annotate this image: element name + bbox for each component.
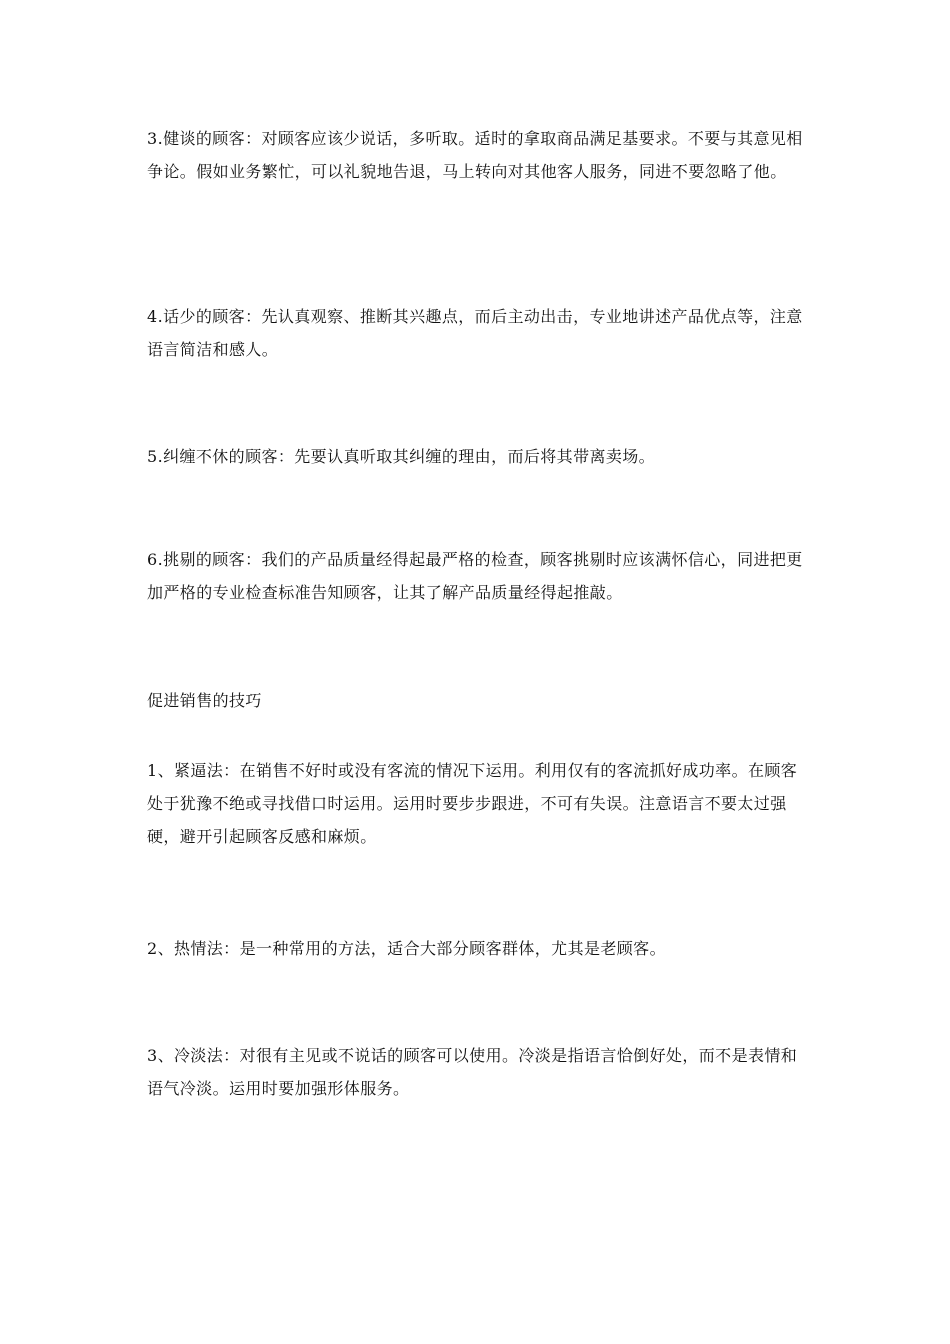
section-heading-sales-techniques: 促进销售的技巧 [147, 691, 262, 710]
paragraph-pressing-method: 1、紧逼法：在销售不好时或没有客流的情况下运用。利用仅有的客流抓好成功率。在顾客处于犹豫不绝或寻找借口时运用。运用时要步步跟进，不可有失误。注意语言不要太过强硬，避开引起顾客反感和麻烦。 [147, 761, 798, 846]
paragraph-quiet-customer: 4.话少的顾客：先认真观察、推断其兴趣点，而后主动出击，专业地讲述产品优点等，注意语言简洁和感人。 [147, 307, 803, 359]
paragraph-picky-customer: 6.挑剔的顾客：我们的产品质量经得起最严格的检查，顾客挑剔时应该满怀信心，同进把更加严格的专业检查标准告知顾客，让其了解产品质量经得起推敲。 [147, 550, 803, 602]
paragraph-warm-method: 2、热情法：是一种常用的方法，适合大部分顾客群体，尤其是老顾客。 [147, 939, 666, 958]
paragraph-persistent-customer: 5.纠缠不休的顾客：先要认真听取其纠缠的理由，而后将其带离卖场。 [147, 447, 656, 466]
paragraph-talkative-customer: 3.健谈的顾客：对顾客应该少说话，多听取。适时的拿取商品满足基要求。不要与其意见相争论。假如业务繁忙，可以礼貌地告退，马上转向对其他客人服务，同进不要忽略了他。 [147, 129, 803, 181]
paragraph-cool-method: 3、冷淡法：对很有主见或不说话的顾客可以使用。冷淡是指语言恰倒好处，而不是表情和语气冷淡。运用时要加强形体服务。 [147, 1046, 798, 1098]
